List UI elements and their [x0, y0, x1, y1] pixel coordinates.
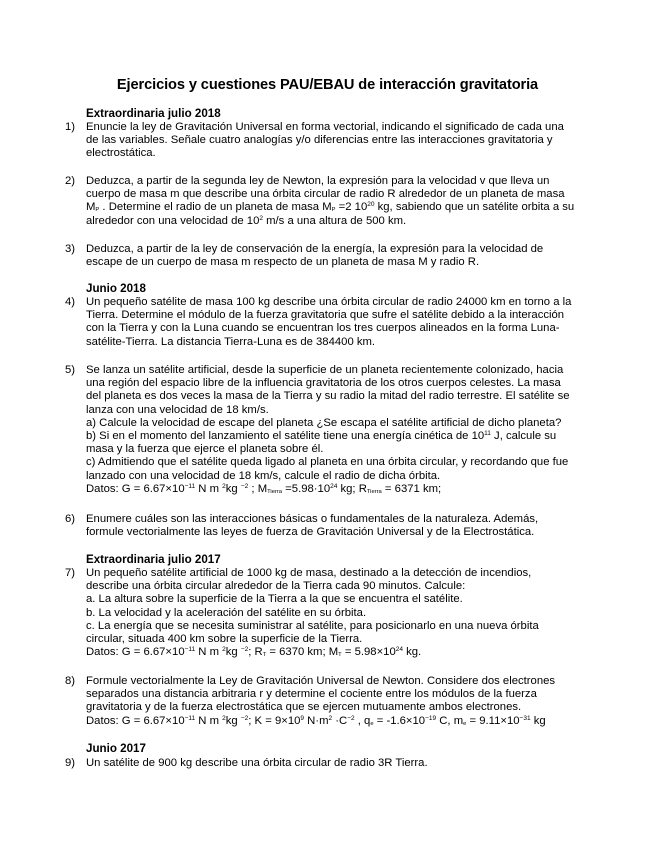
- question-line: a) Calcule la velocidad de escape del planeta ¿Se escapa el satélite artificial de dicho planeta?: [86, 416, 562, 429]
- page-title: Ejercicios y cuestiones PAU/EBAU de interacción gravitatoria: [116, 77, 539, 93]
- question-number: 5): [65, 364, 76, 376]
- question-line: electrostática.: [86, 147, 156, 160]
- question-line: alrededor con una velocidad de $10^2$ m/s a una altura de 500 km.: [86, 214, 407, 227]
- question-line: $M_P$ . Determine el radio de un planeta de masa $M_P =2$ $10^{20}$ kg, sabiendo que un satélite orbita a su: [86, 201, 575, 214]
- question-line: Deduzca, a partir de la segunda ley de Newton, la expresión para la velocidad v que lleva un: [86, 175, 550, 187]
- question-4: [65, 296, 610, 349]
- question-line: describe una órbita circular alrededor de la Tierra cada 90 minutos. Calcule:: [86, 580, 466, 593]
- question-line: Enumere cuáles son las interacciones básicas o fundamentales de la naturaleza. Además,: [86, 513, 539, 525]
- question-line: Un pequeño satélite artificial de 1000 kg de masa, destinado a la detección de incendios,: [86, 567, 532, 579]
- section-heading-junio-2018: Junio 2018: [86, 282, 146, 295]
- question-line: gravitatoria y de la fuerza electrostática que se ejercen mutuamente ambos electrones.: [86, 701, 522, 714]
- section-heading-extraordinaria-julio-2018: Extraordinaria julio 2018: [86, 107, 221, 120]
- question-9: [65, 757, 610, 770]
- question-number: 7): [65, 567, 76, 579]
- question-line: cuerpo de masa m que describe una órbita circular de radio R alrededor de un planeta de masa: [86, 188, 565, 201]
- question-2: [65, 175, 610, 228]
- question-line: a. La altura sobre la superficie de la Tierra a la que se encuentra el satélite.: [86, 593, 463, 606]
- question-5: [65, 364, 610, 496]
- question-line: masa y la fuerza que ejerce el planeta sobre él.: [86, 443, 324, 456]
- question-number: 2): [65, 175, 76, 187]
- question-line: lanzado con una velocidad de 18 km/s, calcule el radio de dicha órbita.: [86, 469, 441, 482]
- question-line: separados una distancia arbitraria r y determine el cociente entre los módulos de la fuerza: [86, 688, 537, 701]
- question-8: [65, 675, 610, 728]
- question-line: Tierra. Determine el módulo de la fuerza gravitatoria que sufre el satélite debido a la interacción: [86, 309, 565, 322]
- question-number: 4): [65, 296, 76, 308]
- question-6: [65, 513, 610, 539]
- question-line: Se lanza un satélite artificial, desde la superficie de un planeta recientemente colonizado, hacia: [86, 364, 564, 376]
- question-line: c) Admitiendo que el satélite queda ligado al planeta en una órbita circular, y recordando que fue: [86, 456, 569, 469]
- question-7: [65, 567, 610, 659]
- question-line: c. La energía que se necesita suministrar al satélite, para posicionarlo en una nueva órbita: [86, 619, 539, 632]
- question-line: del planeta es dos veces la masa de la Tierra y su radio la mitad del radio terrestre. El satélite se: [86, 390, 570, 403]
- question-number: 8): [65, 675, 76, 687]
- question-data-line: Datos: $G = 6.67\times 10^{-11}$ N m $^2$kg $^{-2}$ ; $M_{Tierra} =5.98\cdot 10^{24}$ kg; $R_{Tierra} = 6371$ km;: [86, 482, 442, 495]
- question-number: 1): [65, 121, 76, 133]
- question-line: lanza con una velocidad de 18 km/s.: [86, 403, 269, 416]
- section-heading-extraordinaria-julio-2017: Extraordinaria julio 2017: [86, 553, 221, 566]
- question-line: de las variables. Señale cuatro analogías y/o diferencias entre las interacciones gravitatoria y: [86, 134, 553, 147]
- question-line: Formule vectorialmente la Ley de Gravitación Universal de Newton. Considere dos electrones: [86, 675, 556, 687]
- question-line: Un pequeño satélite de masa 100 kg describe una órbita circular de radio 24000 km en torno a la: [86, 296, 572, 308]
- question-number: 3): [65, 243, 76, 255]
- question-number: 9): [65, 757, 76, 769]
- question-line: Deduzca, a partir de la ley de conservación de la energía, la expresión para la velocidad de: [86, 243, 544, 255]
- question-line: escape de un cuerpo de masa m respecto de un planeta de masa M y radio R.: [86, 256, 480, 269]
- question-line: satélite-Tierra. La distancia Tierra-Luna es de 384400 km.: [86, 335, 376, 348]
- question-line: Enuncie la ley de Gravitación Universal en forma vectorial, indicando el significado de cada una: [86, 121, 564, 133]
- question-line: una región del espacio libre de la influencia gravitatoria de los otros cuerpos celestes. La masa: [86, 377, 561, 390]
- question-line: formule vectorialmente las leyes de fuerza de Gravitación Universal y de la Electrostática.: [86, 526, 535, 539]
- question-3: [65, 243, 610, 269]
- question-line: b. La velocidad y la aceleración del satélite en su órbita.: [86, 606, 367, 619]
- question-line: b) Si en el momento del lanzamiento el satélite tiene una energía cinética de $10^{11}$ J, calcule su: [86, 430, 557, 443]
- question-1: [65, 121, 610, 161]
- question-number: 6): [65, 513, 76, 525]
- section-heading-junio-2017: Junio 2017: [86, 742, 146, 755]
- question-data-line: Datos: $G = 6.67\times 10^{-11}$ N m $^2$kg $^{-2}$; $R_T = 6370$ km; $M_T = 5.98\times 10^{24}$ kg.: [86, 646, 422, 659]
- question-data-line: Datos: $G = 6.67\times 10^{-11}$ N m $^2$kg $^{-2}$; $K = 9\times 10^9$ $N\cdot m^2 \cdot C^{-2}$ , $q_e = -1.6\times 10^{-19}$ C, $m_e = 9.11\times 10^{-31}$ kg: [86, 714, 546, 727]
- question-line: con la Tierra y con la Luna cuando se encuentran los tres cuerpos alineados en la forma Luna-: [86, 322, 560, 335]
- question-line: circular, situada 400 km sobre la superficie de la Tierra.: [86, 633, 363, 646]
- question-line: Un satélite de 900 kg describe una órbita circular de radio 3R Tierra.: [86, 757, 428, 769]
